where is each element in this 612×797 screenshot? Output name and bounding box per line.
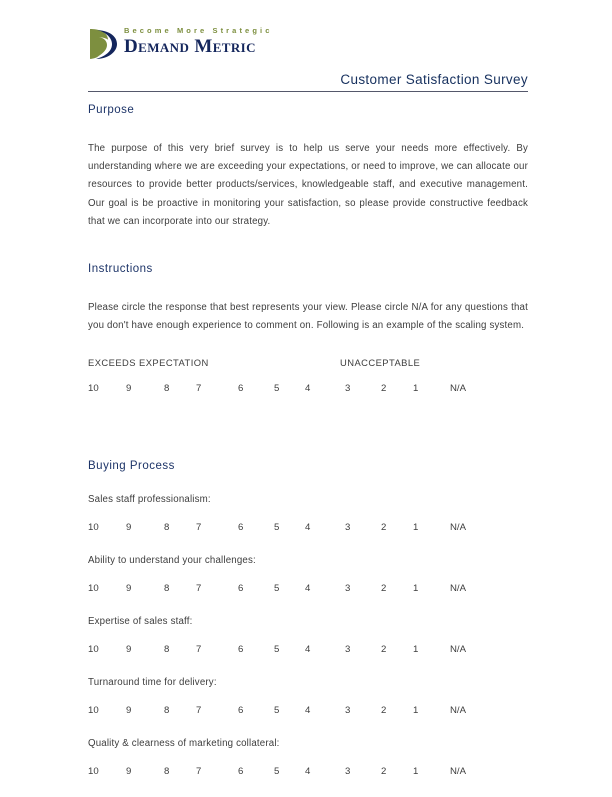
scale-option-3[interactable]: 3 xyxy=(345,705,351,717)
legend-label-exceeds: EXCEEDS EXPECTATION xyxy=(88,357,209,369)
scale-option-2[interactable]: 2 xyxy=(381,522,387,534)
spacer xyxy=(88,690,528,705)
question-scale-row xyxy=(88,644,528,659)
scale-option-9[interactable]: 9 xyxy=(126,705,132,717)
scale-option-10[interactable]: 10 xyxy=(88,583,99,595)
scale-option-7[interactable]: 7 xyxy=(196,766,202,778)
scale-option-1[interactable]: 1 xyxy=(413,705,419,717)
scale-option-8[interactable]: 8 xyxy=(164,583,170,595)
scale-option-2[interactable]: 2 xyxy=(381,583,387,595)
example-scale-row xyxy=(88,383,528,398)
scale-option-5[interactable]: 5 xyxy=(274,766,280,778)
scale-option-4[interactable]: 4 xyxy=(305,644,311,656)
question-scale-row xyxy=(88,522,528,537)
question-label: Expertise of sales staff: xyxy=(88,616,193,628)
scale-option-10[interactable]: 10 xyxy=(88,644,99,656)
scale-option-2[interactable]: 2 xyxy=(381,644,387,656)
scale-option-7[interactable]: 7 xyxy=(196,522,202,534)
scale-option-5[interactable]: 5 xyxy=(274,644,280,656)
section-heading-instructions: Instructions xyxy=(88,263,153,276)
brand-tagline: Become More Strategic xyxy=(124,26,273,35)
brand-logo xyxy=(88,24,272,61)
scale-option-7[interactable]: 7 xyxy=(196,644,202,656)
scale-option-6[interactable]: 6 xyxy=(238,644,244,656)
scale-option-9[interactable]: 9 xyxy=(126,383,132,395)
scale-option-1[interactable]: 1 xyxy=(413,522,419,534)
spacer xyxy=(88,781,528,797)
spacer xyxy=(88,398,528,460)
survey-question xyxy=(88,675,528,736)
question-label: Sales staff professionalism: xyxy=(88,494,211,506)
scale-option-8[interactable]: 8 xyxy=(164,766,170,778)
spacer xyxy=(88,568,528,583)
scale-option-8[interactable]: 8 xyxy=(164,644,170,656)
scale-option-7[interactable]: 7 xyxy=(196,383,202,395)
scale-option-N-A[interactable]: N/A xyxy=(450,644,466,656)
scale-option-3[interactable]: 3 xyxy=(345,383,351,395)
spacer xyxy=(88,275,528,299)
scale-option-N-A[interactable]: N/A xyxy=(450,705,466,717)
scale-option-9[interactable]: 9 xyxy=(126,644,132,656)
scale-option-3[interactable]: 3 xyxy=(345,766,351,778)
scale-option-5[interactable]: 5 xyxy=(274,522,280,534)
scale-option-N-A[interactable]: N/A xyxy=(450,522,466,534)
spacer xyxy=(88,659,528,675)
scale-option-8[interactable]: 8 xyxy=(164,522,170,534)
scale-option-4[interactable]: 4 xyxy=(305,383,311,395)
scale-option-3[interactable]: 3 xyxy=(345,644,351,656)
purpose-body-text: The purpose of this very brief survey is to help us serve your needs more effectively. By understanding where we are exceeding your expectations, or need to improve, we can allocate our resources to provide better products/services, knowledgeable staff, and executive management. Our goal is be proactive in monitoring your satisfaction, so please provide constructive feedback that we can incorporate into our strategy. xyxy=(88,143,528,227)
scale-option-2[interactable]: 2 xyxy=(381,383,387,395)
demand-metric-logo-mark-icon xyxy=(88,27,118,61)
header-divider xyxy=(88,91,528,92)
scale-option-6[interactable]: 6 xyxy=(238,383,244,395)
spacer xyxy=(88,116,528,140)
question-label: Ability to understand your challenges: xyxy=(88,555,256,567)
survey-question xyxy=(88,614,528,675)
brand-name: Demand Metric xyxy=(124,36,256,57)
scale-option-6[interactable]: 6 xyxy=(238,705,244,717)
scale-option-4[interactable]: 4 xyxy=(305,583,311,595)
scale-option-9[interactable]: 9 xyxy=(126,766,132,778)
spacer xyxy=(88,629,528,644)
scale-option-N-A[interactable]: N/A xyxy=(450,766,466,778)
scale-option-10[interactable]: 10 xyxy=(88,383,99,395)
scale-option-3[interactable]: 3 xyxy=(345,522,351,534)
scale-option-7[interactable]: 7 xyxy=(196,705,202,717)
question-scale-row xyxy=(88,705,528,720)
scale-option-6[interactable]: 6 xyxy=(238,583,244,595)
survey-question xyxy=(88,736,528,797)
scale-option-5[interactable]: 5 xyxy=(274,705,280,717)
spacer xyxy=(88,231,528,263)
scale-option-N-A[interactable]: N/A xyxy=(450,583,466,595)
scale-option-2[interactable]: 2 xyxy=(381,705,387,717)
scale-option-N-A[interactable]: N/A xyxy=(450,383,466,395)
scale-option-10[interactable]: 10 xyxy=(88,705,99,717)
instructions-body-text: Please circle the response that best represents your view. Please circle N/A for any questions that you don't have enough experience to comment on. Following is an example of the scaling system. xyxy=(88,302,528,332)
spacer xyxy=(88,537,528,553)
scale-option-10[interactable]: 10 xyxy=(88,522,99,534)
scale-option-1[interactable]: 1 xyxy=(413,644,419,656)
survey-question xyxy=(88,492,528,553)
buying-process-questions xyxy=(88,492,528,797)
scale-option-6[interactable]: 6 xyxy=(238,766,244,778)
spacer xyxy=(88,751,528,766)
scale-option-5[interactable]: 5 xyxy=(274,383,280,395)
scale-option-9[interactable]: 9 xyxy=(126,522,132,534)
spacer xyxy=(88,372,528,383)
scale-option-3[interactable]: 3 xyxy=(345,583,351,595)
question-scale-row xyxy=(88,583,528,598)
scale-option-1[interactable]: 1 xyxy=(413,383,419,395)
question-label: Turnaround time for delivery: xyxy=(88,677,217,689)
spacer xyxy=(88,507,528,522)
spacer xyxy=(88,720,528,736)
scale-legend xyxy=(88,357,528,372)
page-title: Customer Satisfaction Survey xyxy=(340,72,528,87)
legend-label-unacceptable: UNACCEPTABLE xyxy=(340,357,421,369)
brand-wordmark xyxy=(124,24,272,57)
page-content xyxy=(88,104,528,797)
spacer xyxy=(88,335,528,357)
scale-option-4[interactable]: 4 xyxy=(305,705,311,717)
spacer xyxy=(88,472,528,492)
scale-option-10[interactable]: 10 xyxy=(88,766,99,778)
scale-option-8[interactable]: 8 xyxy=(164,383,170,395)
scale-option-5[interactable]: 5 xyxy=(274,583,280,595)
scale-option-2[interactable]: 2 xyxy=(381,766,387,778)
scale-option-4[interactable]: 4 xyxy=(305,766,311,778)
scale-option-4[interactable]: 4 xyxy=(305,522,311,534)
section-heading-purpose: Purpose xyxy=(88,104,135,116)
scale-option-8[interactable]: 8 xyxy=(164,705,170,717)
scale-option-6[interactable]: 6 xyxy=(238,522,244,534)
spacer xyxy=(88,598,528,614)
scale-option-1[interactable]: 1 xyxy=(413,583,419,595)
scale-option-1[interactable]: 1 xyxy=(413,766,419,778)
page-header xyxy=(88,24,528,92)
question-label: Quality & clearness of marketing collateral: xyxy=(88,738,280,750)
survey-question xyxy=(88,553,528,614)
scale-option-9[interactable]: 9 xyxy=(126,583,132,595)
section-heading-buying-process: Buying Process xyxy=(88,460,175,473)
question-scale-row xyxy=(88,766,528,781)
scale-option-7[interactable]: 7 xyxy=(196,583,202,595)
